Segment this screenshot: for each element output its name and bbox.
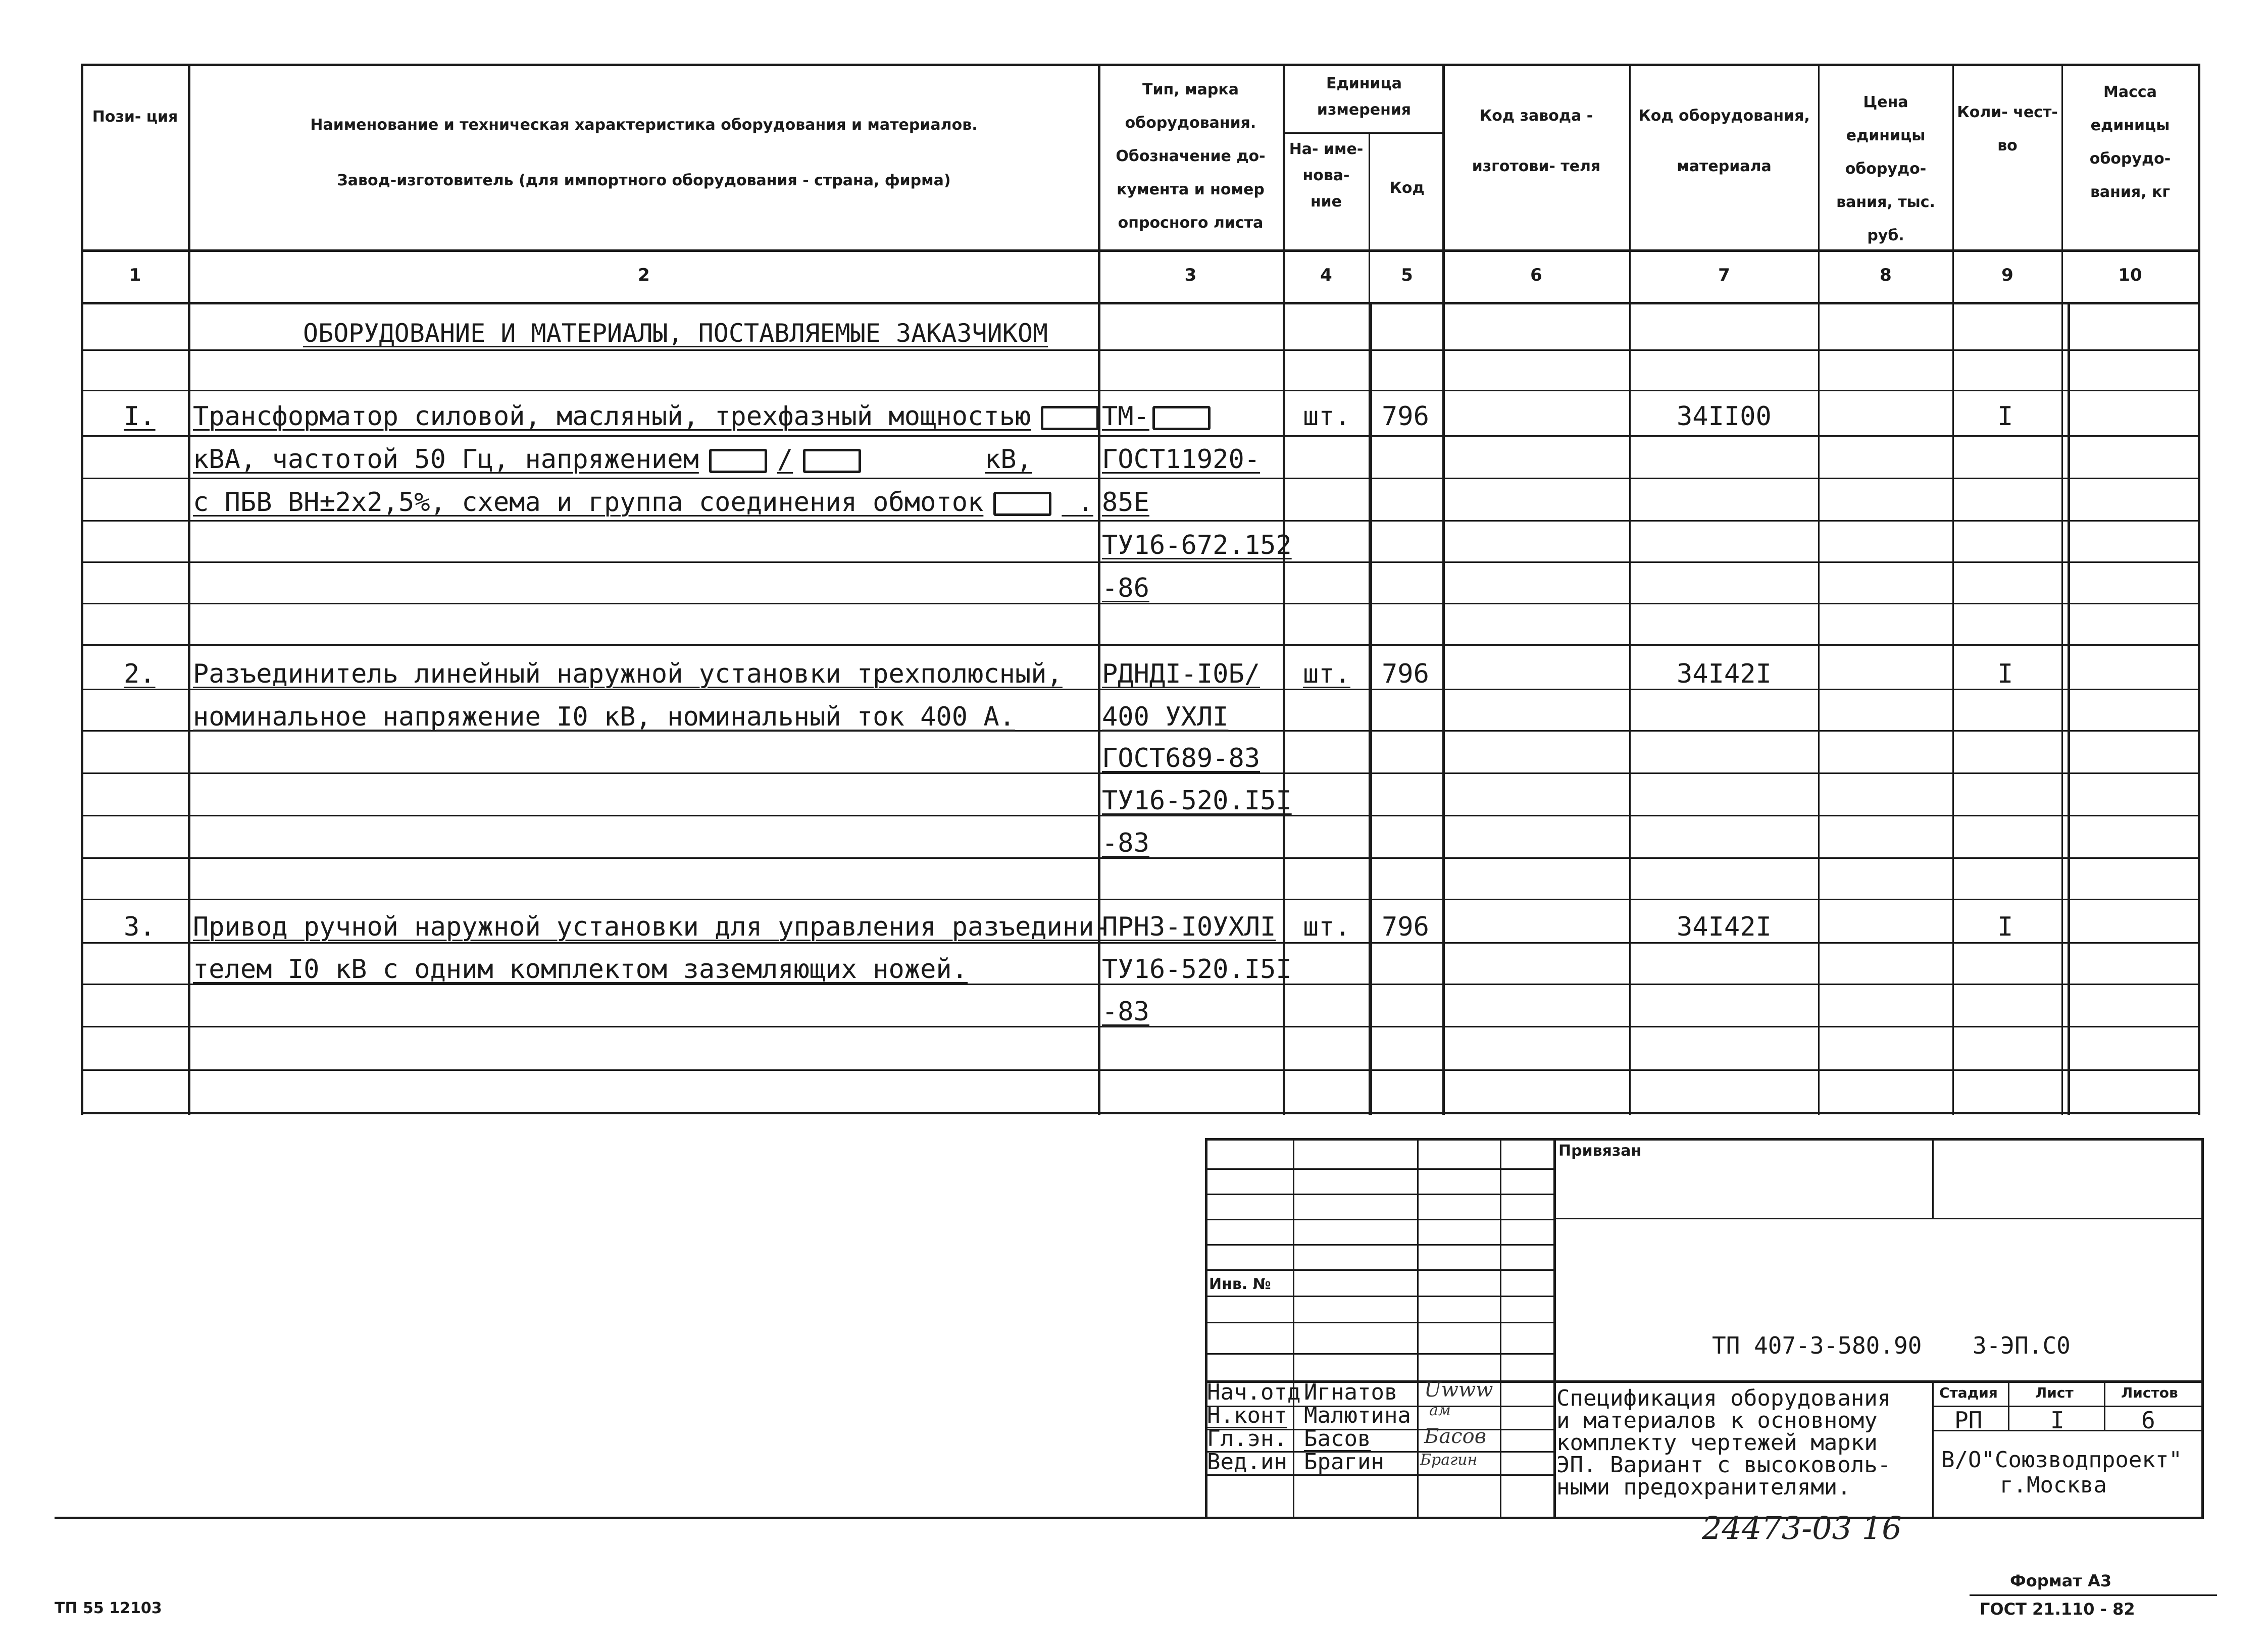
header-unit-group: Единица измерения	[1317, 75, 1412, 119]
signature: Басов	[1424, 1425, 1487, 1448]
item-type-line: -86	[1102, 573, 1149, 603]
colnum-8: 8	[1880, 265, 1892, 285]
blank-box	[803, 449, 861, 473]
colnum-9: 9	[2001, 265, 2013, 285]
sheet-value: I	[2050, 1407, 2064, 1434]
item-name-unit: кВ,	[985, 444, 1032, 475]
header-name-line2: Завод-изготовитель (для импортного оборудования - страна, фирма)	[337, 172, 951, 189]
header-mass: Масса единицы оборудо- вания, кг	[2089, 83, 2171, 201]
item-name-line	[193, 396, 1109, 437]
item-type-text: ТМ-	[1102, 401, 1149, 432]
privyazan-label: Привязан	[1558, 1142, 1642, 1160]
item-unit: шт.	[1303, 401, 1350, 432]
item-unit: шт.	[1303, 659, 1350, 689]
signature: Uwww	[1424, 1378, 1493, 1402]
description-line: и материалов к основному	[1556, 1408, 1878, 1433]
item-type-line: 400 УХЛI	[1102, 702, 1229, 732]
colnum-4: 4	[1320, 265, 1332, 285]
item-qty: I	[1997, 912, 2013, 942]
stage-value: РП	[1954, 1407, 1983, 1434]
item-type-line: ТУ16-520.I5I	[1102, 786, 1292, 816]
role-label: Вед.ин	[1207, 1449, 1287, 1475]
item-name-line: Разъединитель линейный наружной установки трехполюсный,	[193, 659, 1063, 689]
item-name-text: с ПБВ ВН±2х2,5%, схема и группа соединения обмоток	[193, 487, 984, 518]
blank-box	[1152, 406, 1211, 430]
role-label: Нач.отд	[1207, 1379, 1301, 1405]
role-name: Малютина	[1304, 1403, 1411, 1428]
item-type-line: ТУ16-672.152	[1102, 530, 1292, 560]
description-line: комплекту чертежей марки	[1556, 1430, 1878, 1456]
header-factory-code: Код завода - изготови- теля	[1472, 107, 1601, 175]
doc-code: ТП 407-3-580.90	[1712, 1332, 1922, 1359]
item-name-line: с ПБВ ВН±2х2,5%, схема и группа соединения обмоток .	[193, 487, 1093, 518]
header-unit-name: На- име- нова- ние	[1289, 140, 1364, 211]
item-unit-code: 796	[1382, 912, 1429, 942]
header-equip-code: Код оборудования, материала	[1638, 107, 1810, 175]
blank-box	[993, 492, 1051, 516]
item-type-line: ПРНЗ-I0УХЛI	[1102, 912, 1276, 942]
item-name-line: телем I0 кВ с одним комплектом заземляющих ножей.	[193, 954, 968, 985]
description-line: Спецификация оборудования	[1556, 1385, 1891, 1411]
item-type-line: ГОСТ689-83	[1102, 743, 1261, 773]
blank-box	[1041, 406, 1099, 430]
header-qty: Коли- чест- во	[1957, 104, 2058, 154]
item-name-line: номинальное напряжение I0 кВ, номинальный ток 400 А.	[193, 702, 1015, 732]
item-qty: I	[1997, 659, 2013, 689]
item-unit: шт.	[1303, 912, 1350, 942]
section-title: ОБОРУДОВАНИЕ И МАТЕРИАЛЫ, ПОСТАВЛЯЕМЫЕ ЗАКАЗЧИКОМ	[303, 319, 1048, 348]
item-unit-code: 796	[1382, 659, 1429, 689]
header-type: Тип, марка оборудования. Обозначение до- кумента и номер опросного листа	[1116, 81, 1266, 232]
colnum-6: 6	[1530, 265, 1542, 285]
role-label: Гл.эн.	[1207, 1426, 1287, 1452]
org-line1: В/О"Союзводпроект"	[1941, 1447, 2182, 1473]
item-name-line: Привод ручной наружной установки для управления разъедини-	[193, 912, 1110, 942]
header-name-line1: Наименование и техническая характеристика оборудования и материалов.	[310, 116, 978, 134]
item-equip-code: 34I42I	[1677, 912, 1772, 942]
role-name: Басов	[1304, 1426, 1371, 1452]
inv-no-label: Инв. №	[1209, 1275, 1271, 1293]
sheets-label: Листов	[2121, 1384, 2178, 1401]
item-type-line: 85Е	[1102, 487, 1149, 518]
colnum-10: 10	[2118, 265, 2142, 285]
item-unit-code: 796	[1382, 401, 1429, 432]
item-type-line: -83	[1102, 828, 1149, 858]
sheet-code: 3-ЭП.С0	[1973, 1332, 2071, 1359]
colnum-2: 2	[638, 265, 650, 285]
signature: ам	[1429, 1402, 1451, 1419]
description-line: ЭП. Вариант с высоковоль-	[1556, 1452, 1891, 1478]
header-unit-code: Код	[1389, 179, 1425, 197]
colnum-7: 7	[1718, 265, 1730, 285]
signature: Брагин	[1420, 1451, 1478, 1469]
item-qty: I	[1997, 401, 2013, 432]
item-type-line: ГОСТ11920-	[1102, 444, 1261, 475]
format-label: Формат А3	[2010, 1571, 2112, 1590]
item-name-text: кВА, частотой 50 Гц, напряжением	[193, 444, 699, 475]
colnum-5: 5	[1401, 265, 1413, 285]
blank-box	[709, 449, 767, 473]
item-type-line: -83	[1102, 997, 1149, 1027]
description-line: ными предохранителями.	[1556, 1474, 1851, 1500]
role-name: Игнатов	[1304, 1379, 1398, 1405]
header-price: Цена единицы оборудо- вания, тыс. руб.	[1836, 93, 1935, 244]
item-name-line: кВА, частотой 50 Гц, напряжением /	[193, 439, 871, 480]
gost-label: ГОСТ 21.110 - 82	[1980, 1599, 2135, 1619]
item-type-line: ТУ16-520.I5I	[1102, 954, 1292, 985]
org-line2: г.Москва	[2000, 1472, 2107, 1498]
sheets-value: 6	[2141, 1407, 2155, 1434]
handwritten-number: 24473-03 16	[1702, 1510, 1902, 1546]
stage-label: Стадия	[1939, 1384, 1998, 1401]
header-position: Пози- ция	[92, 108, 178, 126]
item-position: I.	[124, 401, 156, 432]
bottom-left-code: ТП 55 12103	[55, 1599, 162, 1617]
item-position: 3.	[124, 912, 156, 942]
colnum-1: 1	[129, 265, 141, 285]
role-name: Брагин	[1304, 1449, 1384, 1475]
item-type-line	[1102, 396, 1214, 437]
item-equip-code: 34II00	[1677, 401, 1772, 432]
item-equip-code: 34I42I	[1677, 659, 1772, 689]
colnum-3: 3	[1184, 265, 1197, 285]
sheet-label: Лист	[2035, 1384, 2074, 1401]
item-type-line: РДНДI-I0Б/	[1102, 659, 1261, 689]
item-position: 2.	[124, 659, 156, 689]
role-label: Н.конт	[1207, 1403, 1287, 1428]
item-name-text: Трансформатор силовой, масляный, трехфазный мощностью	[193, 401, 1031, 432]
